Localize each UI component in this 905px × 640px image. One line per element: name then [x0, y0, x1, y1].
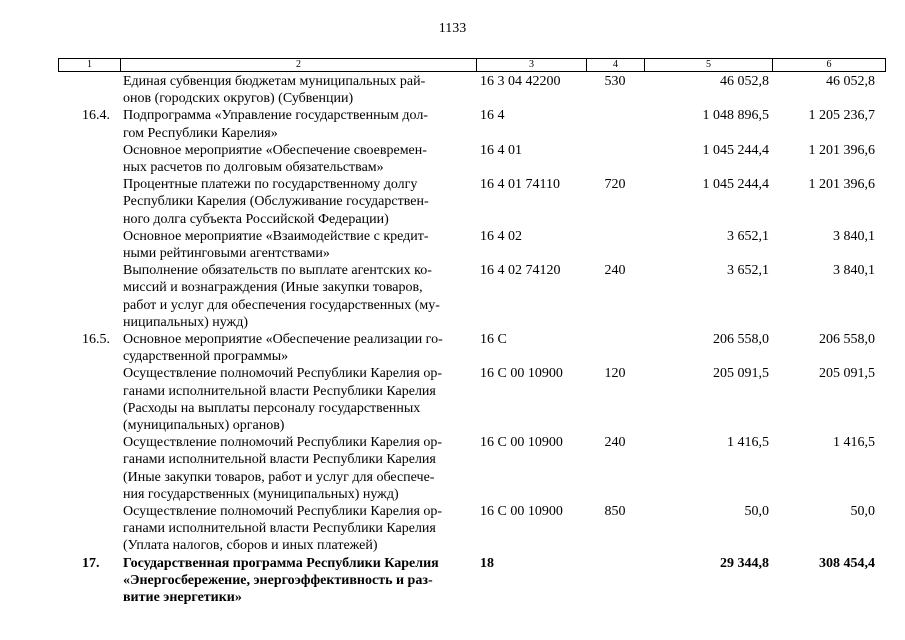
column-header-3: 3 — [476, 59, 586, 71]
row-name-line: витие энергетики» — [123, 590, 242, 605]
row-value-col5: 1 416,5 — [727, 435, 769, 451]
row-name-line: Процентные платежи по государственному долгу — [123, 177, 418, 193]
row-number — [58, 331, 120, 348]
row-name-line: Государственная программа Республики Карелия — [123, 555, 439, 571]
row-value-col5: 1 048 896,5 — [702, 108, 769, 124]
row-value-col6: 1 201 396,6 — [808, 142, 875, 158]
row-code: 16 С — [480, 332, 507, 347]
row-name-line: Подпрограмма «Управление государственным дол- — [123, 108, 428, 124]
row-name — [123, 142, 473, 176]
row-number — [58, 434, 120, 451]
row-number — [58, 262, 120, 279]
column-header-5: 5 — [644, 59, 772, 71]
row-value-col5: 50,0 — [744, 504, 769, 519]
row-value-col6: 1 201 396,6 — [808, 177, 875, 193]
row-name-line: Осуществление полномочий Республики Карелия ор- — [123, 366, 443, 382]
row-name-line: ными рейтинговыми агентствами» — [123, 246, 330, 261]
row-name-line: Основное мероприятие «Обеспечение реализации го- — [123, 332, 443, 347]
row-name — [123, 365, 473, 434]
row-name-line: ганами исполнительной власти Республики Карелия — [123, 521, 436, 537]
row-name-line: Единая субвенция бюджетам муниципальных рай- — [123, 74, 426, 89]
row-value-col6: 3 840,1 — [833, 228, 875, 244]
row-name — [123, 434, 473, 503]
row-value-col6: 1 205 236,7 — [808, 108, 875, 124]
column-header-4: 4 — [586, 59, 644, 71]
row-number-text: 17. — [82, 555, 100, 571]
row-name-line: работ и услуг для обеспечения государственных (му- — [123, 297, 440, 313]
row-code: 16 3 04 42200 — [480, 74, 561, 89]
row-name-line: (Расходы на выплаты персоналу государственных — [123, 400, 421, 416]
row-name — [123, 228, 473, 262]
row-name-line: ниципальных) нужд) — [123, 314, 248, 330]
table-header-row — [58, 58, 886, 72]
row-number — [58, 503, 120, 520]
row-value-col5: 46 052,8 — [720, 74, 769, 89]
row-code: 16 4 02 74120 — [480, 263, 561, 279]
row-value-col5: 3 652,1 — [727, 228, 769, 244]
row-name-line: (муниципальных) органов) — [123, 418, 285, 433]
column-header-1: 1 — [58, 59, 120, 71]
row-name-line: Основное мероприятие «Взаимодействие с кредит- — [123, 228, 429, 244]
row-name — [123, 503, 473, 555]
row-name-line: ганами исполнительной власти Республики Карелия — [123, 452, 436, 468]
row-name-line: Выполнение обязательств по выплате агентских ко- — [123, 263, 432, 279]
column-header-6: 6 — [772, 59, 886, 71]
row-value-col5: 206 558,0 — [713, 332, 769, 347]
row-number — [58, 142, 120, 159]
row-expense-type: 530 — [604, 74, 626, 89]
row-number-text: 16.5. — [82, 332, 110, 347]
row-name-line: ния государственных (муниципальных) нужд) — [123, 486, 399, 502]
row-code: 16 С 00 10900 — [480, 435, 563, 451]
row-code: 16 С 00 10900 — [480, 366, 563, 382]
row-name-line: ных расчетов по долговым обязательствам» — [123, 160, 384, 175]
row-value-col5: 1 045 244,4 — [702, 142, 769, 158]
page-number: 1133 — [438, 21, 467, 36]
row-name-line: (Уплата налогов, сборов и иных платежей) — [123, 538, 378, 554]
row-expense-type: 720 — [604, 177, 626, 193]
row-code: 18 — [480, 555, 494, 571]
row-number — [58, 228, 120, 245]
row-code: 16 С 00 10900 — [480, 504, 563, 519]
row-name-line: ного долга субъекта Российской Федерации) — [123, 211, 389, 227]
row-name-line: Основное мероприятие «Обеспечение своевремен- — [123, 142, 427, 158]
row-name-line: ганами исполнительной власти Республики Карелия — [123, 383, 436, 399]
row-name-line: (Иные закупки товаров, работ и услуг для обеспече- — [123, 469, 435, 485]
row-value-col6: 46 052,8 — [826, 74, 875, 89]
row-number — [58, 73, 120, 90]
row-expense-type: 850 — [604, 504, 626, 519]
row-number — [58, 107, 120, 124]
row-name — [123, 555, 473, 607]
row-number — [58, 176, 120, 193]
row-value-col6: 205 091,5 — [819, 366, 875, 382]
row-value-col5: 29 344,8 — [720, 555, 769, 571]
row-value-col6: 3 840,1 — [833, 263, 875, 279]
row-number — [58, 365, 120, 382]
row-code: 16 4 01 74110 — [480, 177, 560, 193]
row-value-col5: 205 091,5 — [713, 366, 769, 382]
row-name-line: миссий и вознаграждения (Иные закупки товаров, — [123, 280, 423, 296]
row-value-col5: 3 652,1 — [727, 263, 769, 279]
column-header-2: 2 — [120, 59, 476, 71]
row-value-col6: 1 416,5 — [833, 435, 875, 451]
row-number-text: 16.4. — [82, 108, 110, 124]
row-name — [123, 73, 473, 107]
row-name-line: Республики Карелия (Обслуживание государствен- — [123, 194, 429, 210]
row-code: 16 4 01 — [480, 142, 522, 158]
row-value-col6: 308 454,4 — [819, 555, 875, 571]
row-value-col5: 1 045 244,4 — [702, 177, 769, 193]
row-name — [123, 176, 473, 228]
row-name — [123, 107, 473, 141]
row-name — [123, 262, 473, 331]
row-expense-type: 120 — [604, 366, 626, 382]
row-name-line: «Энергосбережение, энергоэффективность и раз- — [123, 572, 433, 588]
row-name-line: Осуществление полномочий Республики Карелия ор- — [123, 504, 443, 519]
row-number — [58, 555, 120, 572]
row-code: 16 4 — [480, 108, 505, 124]
row-expense-type: 240 — [604, 263, 626, 279]
row-code: 16 4 02 — [480, 228, 522, 244]
row-name-line: гом Республики Карелия» — [123, 125, 278, 141]
row-name-line: сударственной программы» — [123, 349, 289, 365]
row-expense-type: 240 — [604, 435, 626, 451]
row-value-col6: 50,0 — [850, 504, 875, 519]
row-name-line: онов (городских округов) (Субвенции) — [123, 91, 354, 107]
row-value-col6: 206 558,0 — [819, 332, 875, 347]
row-name — [123, 331, 473, 365]
row-name-line: Осуществление полномочий Республики Карелия ор- — [123, 435, 443, 451]
